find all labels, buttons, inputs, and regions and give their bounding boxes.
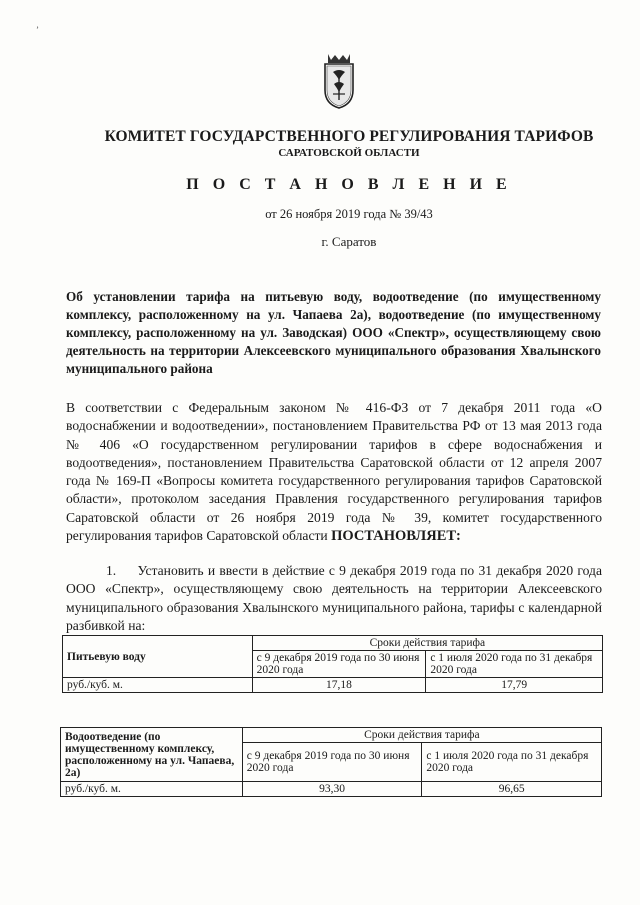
tariff-service-name: Водоотведение (по имущественному комплексу, расположенному на ул. Чапаева, 2а): [61, 728, 243, 782]
tariff-period-2: с 1 июля 2020 года по 31 декабря 2020 года: [426, 651, 603, 678]
organization-region: САРАТОВСКОЙ ОБЛАСТИ: [278, 147, 420, 159]
tariff-table-drinking-water: [62, 635, 603, 693]
document-type-title: П О С Т А Н О В Л Е Н И Е: [186, 176, 512, 193]
tariff-period-1: с 9 декабря 2019 года по 30 июня 2020 года: [252, 651, 426, 678]
tariff-table-wastewater: [60, 727, 602, 797]
preamble-paragraph: [66, 399, 602, 545]
saratov-coat-of-arms-icon: [319, 50, 359, 110]
tariff-period-header: Сроки действия тарифа: [242, 728, 601, 743]
preamble-resolution-word: ПОСТАНОВЛЯЕТ: [331, 528, 457, 545]
tariff-period-1: с 9 декабря 2019 года по 30 июня 2020 года: [242, 743, 422, 782]
document-subject: Об установлении тарифа на питьевую воду, водоотведение (по имущественному комплексу, расположенному на ул. Чапаева 2а), водоотведение (по имущественному комплексу, расположенному на ул. Заводская) ООО «Спектр», осуществляющему свою деятельность на территории Алексеевского муниципального образования Хвалынского муниципального района: [66, 289, 601, 376]
tariff-unit: руб./куб. м.: [61, 782, 243, 797]
tariff-period-2: с 1 июля 2020 года по 31 декабря 2020 года: [422, 743, 602, 782]
tariff-period-header: Сроки действия тарифа: [252, 636, 602, 651]
preamble-text: В соответствии с Федеральным законом № 416-ФЗ от 7 декабря 2011 года «О водоснабжении и водоотведении», постановлением Правительства РФ от 13 мая 2013 года № 406 «О государственном регулировании тарифов в сфере водоснабжения и водоотведения», постановлением Правительства Саратовской области от 12 апреля 2007 года № 169-П «Вопросы комитета государственного регулирования тарифов Саратовской области», протоколом заседания Правления государственного регулирования тарифов Саратовской области от 26 ноября 2019 года № 39, комитет государственного регулирования тарифов Саратовской области: [66, 400, 602, 544]
document-city: г. Саратов: [321, 234, 377, 249]
scan-mark: ’: [36, 25, 39, 35]
tariff-value-2: 17,79: [426, 678, 603, 693]
tariff-value-2: 96,65: [422, 782, 602, 797]
tariff-value-1: 93,30: [242, 782, 422, 797]
tariff-service-name: Питьевую воду: [63, 636, 253, 678]
document-date-number: от 26 ноября 2019 года № 39/43: [265, 207, 433, 221]
tariff-value-1: 17,18: [252, 678, 426, 693]
tariff-unit: руб./куб. м.: [63, 678, 253, 693]
resolution-item-1: 1. Установить и ввести в действие с 9 декабря 2019 года по 31 декабря 2020 года ООО «Спектр», осуществляющему свою деятельность на территории Алексеевского муниципального образования Хвалынского муниципального района, тарифы с календарной разбивкой на:: [66, 563, 602, 633]
organization-name: КОМИТЕТ ГОСУДАРСТВЕННОГО РЕГУЛИРОВАНИЯ ТАРИФОВ: [104, 128, 594, 145]
preamble-colon: :: [456, 528, 461, 545]
